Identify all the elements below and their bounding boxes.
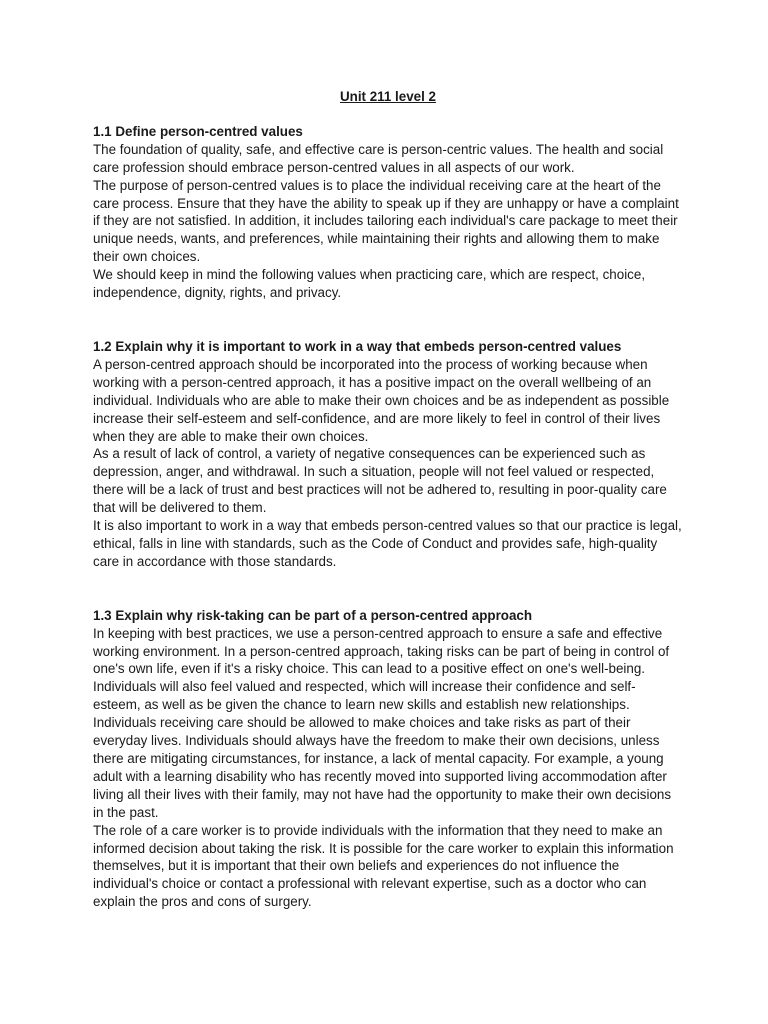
- section-heading: 1.2 Explain why it is important to work in a way that embeds person-centred values: [93, 338, 622, 354]
- document-title: Unit 211 level 2: [339, 89, 437, 104]
- paragraph: We should keep in mind the following values when practicing care, which are respect, choice, independence, dignity, rights, and privacy.: [93, 267, 646, 301]
- paragraph: The role of a care worker is to provide individuals with the information that they need to make an informed decision about taking the risk. It is possible for the care worker to explain this information themselves, but it is important that their own beliefs and experiences do not influence the individual's choice or contact a professional with relevant expertise, such as a doctor who can explain the pros and cons of surgery.: [93, 822, 674, 910]
- document-page: [93, 88, 683, 911]
- paragraph: In keeping with best practices, we use a person-centred approach to ensure a safe and effective working environment. In a person-centred approach, taking risks can be part of being in control of one's own life, even if it's a risky choice. This can lead to a positive effect on one's well-being. Individuals will also feel valued and respected, which will increase their confidence and self-esteem, as well as be given the chance to learn new skills and establish new relationships.: [93, 625, 670, 713]
- paragraph: The foundation of quality, safe, and effective care is person-centric values. The health and social care profession should embrace person-centred values in all aspects of our work.: [93, 141, 664, 175]
- section-1-2: [93, 338, 683, 571]
- section-heading: 1.1 Define person-centred values: [93, 123, 303, 139]
- paragraph: Individuals receiving care should be allowed to make choices and take risks as part of their everyday lives. Individuals should always have the freedom to make their own decisions, unless there are mitigating circumstances, for instance, a lack of mental capacity. For example, a young adult with a learning disability who has recently moved into supported living accommodation after living all their lives with their family, may not have had the opportunity to make their own decisions in the past.: [93, 715, 672, 820]
- paragraph: As a result of lack of control, a variety of negative consequences can be experienced such as depression, anger, and withdrawal. In such a situation, people will not feel valued or respected, there will be a lack of trust and best practices will not be adhered to, resulting in poor-quality care that will be delivered to them.: [93, 446, 667, 516]
- paragraph: A person-centred approach should be incorporated into the process of working because when working with a person-centred approach, it has a positive impact on the overall wellbeing of an individual. Individuals who are able to make their own choices and be as independent as possible increase their self-esteem and self-confidence, and are more likely to feel in control of their lives when they are able to make their own choices.: [93, 356, 670, 444]
- paragraph: The purpose of person-centred values is to place the individual receiving care at the heart of the care process. Ensure that they have the ability to speak up if they are unhappy or have a complaint if they are not satisfied. In addition, it includes tailoring each individual's care package to meet their unique needs, wants, and preferences, while maintaining their rights and allowing them to make their own choices.: [93, 177, 679, 265]
- section-heading: 1.3 Explain why risk-taking can be part of a person-centred approach: [93, 607, 533, 623]
- section-1-3: [93, 607, 683, 911]
- paragraph: It is also important to work in a way that embeds person-centred values so that our practice is legal, ethical, falls in line with standards, such as the Code of Conduct and provides safe, high-quality care in accordance with those standards.: [93, 518, 682, 569]
- section-1-1: [93, 123, 683, 302]
